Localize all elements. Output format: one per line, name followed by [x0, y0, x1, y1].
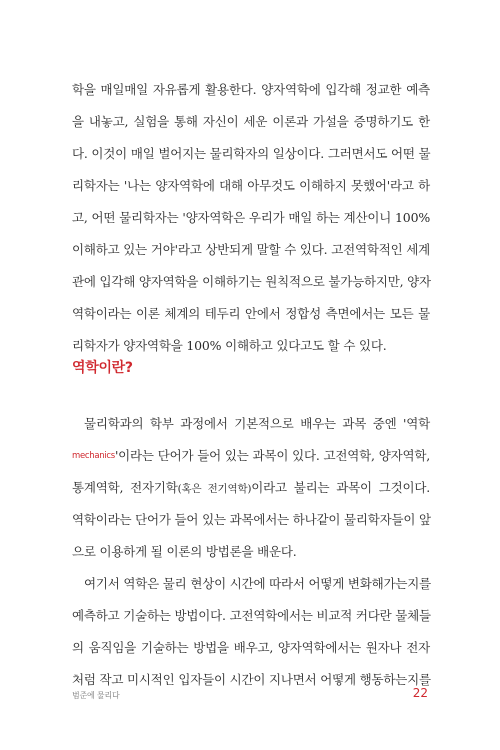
text-line: 역학이라는 이론 체계의 테두리 안에서 정합성 측면에서는 모든 물 — [72, 306, 430, 321]
paragraph-what-is-mechanics — [72, 408, 430, 696]
running-footer-title: 범준에 물리다 — [72, 691, 120, 700]
text-line: 여기서 역학은 물리 현상이 시간에 따라서 어떻게 변화해가는지를 — [84, 576, 432, 591]
text-line-rest: 이라고 불리는 과목이 그것이다. — [251, 480, 430, 495]
text-line-main: 통계역학, 전자기학 — [72, 480, 178, 495]
text-line: 예측하고 기술하는 방법이다. 고전역학에서는 비교적 커다란 물체들 — [72, 608, 431, 623]
text-line: 처럼 작고 미시적인 입자들이 시간이 지나면서 어떻게 행동하는지를 — [72, 672, 431, 687]
text-line: 역학이라는 단어가 들어 있는 과목에서는 하나같이 물리학자들이 앞 — [72, 512, 431, 527]
text-line: 을 내놓고, 실험을 통해 자신이 세운 이론과 가설을 증명하기도 한 — [72, 114, 430, 129]
text-line — [72, 440, 430, 472]
paragraph-quantum-mechanics — [72, 74, 430, 362]
text-line: 리학자는 '나는 양자역학에 대해 아무것도 이해하지 못했어'라고 하 — [72, 178, 430, 193]
text-line: 고, 어떤 물리학자는 '양자역학은 우리가 매일 하는 계산이니 100% — [72, 210, 430, 225]
text-line: 리학자가 양자역학을 100% 이해하고 있다고도 할 수 있다. — [72, 338, 387, 353]
text-line — [72, 472, 430, 504]
text-line: 다. 이것이 매일 벌어지는 물리학자의 일상이다. 그러면서도 어떤 물 — [72, 146, 431, 161]
text-line: 으로 이용하게 될 이론의 방법론을 배운다. — [72, 544, 297, 559]
text-line: 의 움직임을 기술하는 방법을 배우고, 양자역학에서는 원자나 전자 — [72, 640, 430, 655]
text-line: 관에 입각해 양자역학을 이해하기는 원칙적으로 불가능하지만, 양자 — [72, 274, 431, 289]
section-heading: 역학이란? — [72, 360, 133, 376]
text-line: 이해하고 있는 거야'라고 상반되게 말할 수 있다. 고전역학적인 세계 — [72, 242, 430, 257]
parenthetical-note: (혹은 전기역학) — [177, 483, 252, 495]
page-number: 22 — [412, 686, 428, 700]
text-line: 물리학과의 학부 과정에서 기본적으로 배우는 과목 중엔 '역학 — [84, 416, 430, 431]
english-term: mechanics — [72, 451, 115, 461]
text-line: 학을 매일매일 자유롭게 활용한다. 양자역학에 입각해 정교한 예측 — [72, 82, 430, 97]
text-line-rest: '이라는 단어가 들어 있는 과목이 있다. 고전역학, 양자역학, — [114, 448, 430, 463]
